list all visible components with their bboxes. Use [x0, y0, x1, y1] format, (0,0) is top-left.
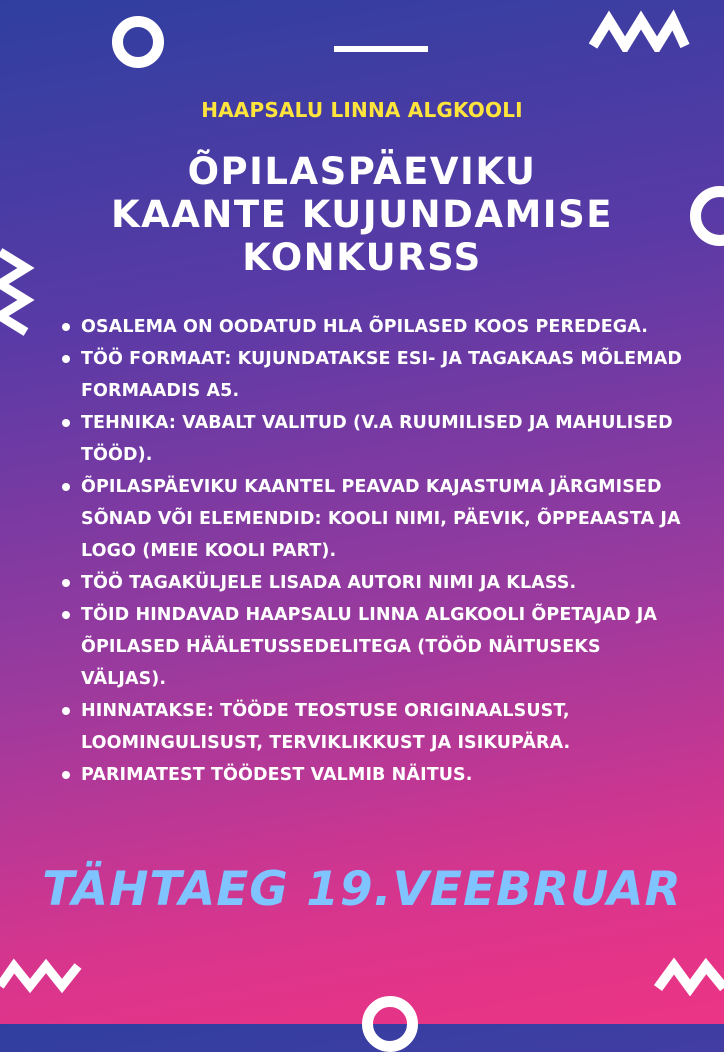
rule-text: PARIMATEST TÖÖDEST VALMIB NÄITUS. — [81, 765, 473, 785]
rule-text: ÕPILASPÄEVIKU KAANTEL PEAVAD KAJASTUMA JÄRGMISED SÕNAD VÕI ELEMENDID: KOOLI NIMI, PÄEVIK, ÕPPEAASTA JA LOGO (MEIE KOOLI PART). — [81, 477, 681, 561]
zigzag-icon-top-right — [587, 8, 691, 52]
bullet-icon — [62, 419, 70, 427]
bullet-icon — [62, 771, 70, 779]
bullet-icon — [62, 611, 70, 619]
list-item — [62, 695, 682, 759]
circle-decoration-bottom — [362, 996, 418, 1052]
rule-text: OSALEMA ON OODATUD HLA ÕPILASED KOOS PEREDEGA. — [81, 317, 648, 337]
zigzag-icon-bottom-right — [654, 954, 724, 996]
list-item — [62, 567, 682, 599]
title-line-3: KONKURSS — [242, 236, 482, 279]
rule-text: HINNATAKSE: TÖÖDE TEOSTUSE ORIGINAALSUST, LOOMINGULISUST, TERVIKLIKKUST JA ISIKUPÄRA. — [81, 701, 571, 753]
list-item — [62, 759, 682, 791]
rule-text: TEHNIKA: VABALT VALITUD (V.A RUUMILISED JA MAHULISED TÖÖD). — [81, 413, 673, 465]
bullet-icon — [62, 323, 70, 331]
rule-text: TÖID HINDAVAD HAAPSALU LINNA ALGKOOLI ÕPETAJAD JA ÕPILASED HÄÄLETUSSEDELITEGA (TÖÖD NÄITUSEKS VÄLJAS). — [81, 605, 658, 689]
bullet-icon — [62, 579, 70, 587]
list-item — [62, 471, 682, 567]
bullet-icon — [62, 707, 70, 715]
list-item — [62, 599, 682, 695]
page-title — [0, 150, 724, 279]
line-decoration-top — [334, 46, 428, 52]
title-line-1: ÕPILASPÄEVIKU — [187, 150, 537, 193]
bullet-icon — [62, 483, 70, 491]
list-item — [62, 407, 682, 471]
title-line-2: KAANTE KUJUNDAMISE — [110, 193, 613, 236]
rule-text: TÖÖ TAGAKÜLJELE LISADA AUTORI NIMI JA KLASS. — [81, 573, 577, 593]
rule-text: TÖÖ FORMAAT: KUJUNDATAKSE ESI- JA TAGAKAAS MÕLEMAD FORMAADIS A5. — [81, 349, 683, 401]
circle-decoration-top-left — [112, 16, 164, 68]
rules-list — [62, 311, 682, 791]
bullet-icon — [62, 355, 70, 363]
list-item — [62, 343, 682, 407]
school-name: HAAPSALU LINNA ALGKOOLI — [201, 98, 523, 122]
deadline-text: TÄHTAEG 19.VEEBRUAR — [42, 862, 682, 917]
list-item — [62, 311, 682, 343]
zigzag-icon-bottom-left — [0, 956, 86, 996]
